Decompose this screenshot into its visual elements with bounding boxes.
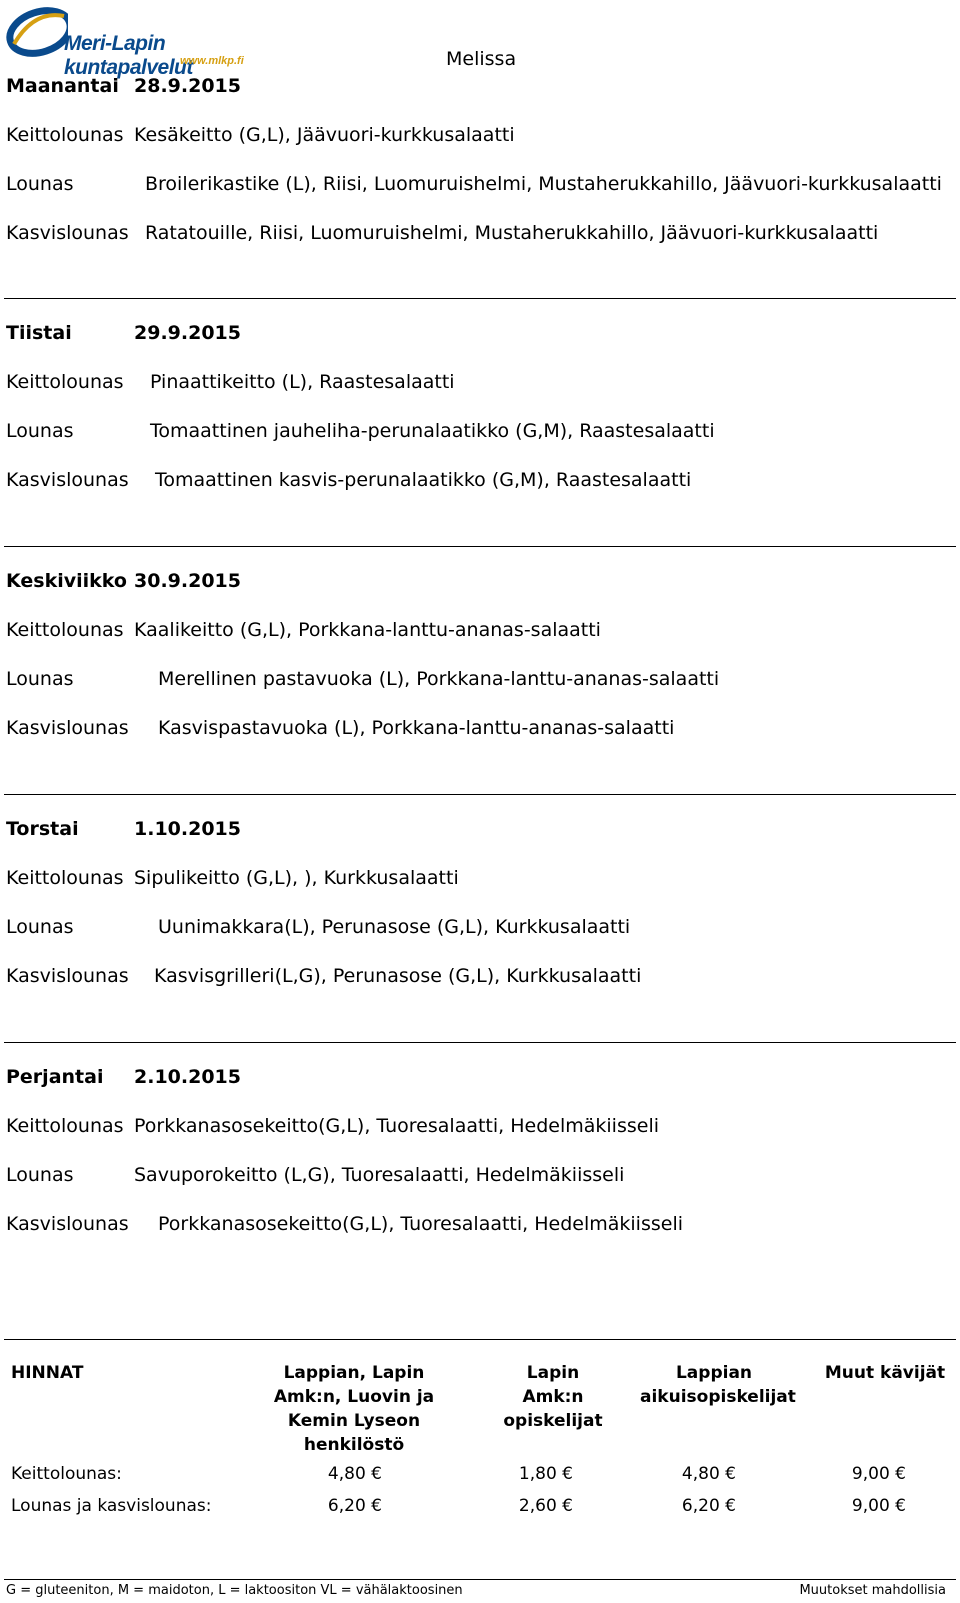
divider xyxy=(4,794,956,795)
logo xyxy=(4,2,284,79)
price-column-header: Lapin Amk:n opiskelijat xyxy=(503,1363,603,1431)
day-heading-tuesday xyxy=(6,322,241,344)
menu-item: Ratatouille, Riisi, Luomuruishelmi, Mustaherukkahillo, Jäävuori-kurkkusalaatti xyxy=(145,222,879,244)
price-value: 4,80 € xyxy=(681,1464,736,1484)
divider xyxy=(4,546,956,547)
day-name: Tiistai xyxy=(6,322,72,344)
logo-swirl-icon xyxy=(4,2,68,62)
row-label: Lounas xyxy=(6,173,74,195)
row-label: Lounas xyxy=(6,916,74,938)
price-value: 9,00 € xyxy=(851,1464,906,1484)
row-label: Keittolounas xyxy=(6,371,124,393)
row-label: Kasvislounas xyxy=(6,469,129,491)
day-date: 28.9.2015 xyxy=(134,75,241,97)
day-date: 2.10.2015 xyxy=(134,1066,241,1088)
divider xyxy=(4,1579,956,1580)
row-label: Kasvislounas xyxy=(6,965,129,987)
menu-item: Pinaattikeitto (L), Raastesalaatti xyxy=(150,371,455,393)
price-value: 6,20 € xyxy=(681,1496,736,1516)
day-heading-friday xyxy=(6,1066,241,1088)
price-value: 1,80 € xyxy=(518,1464,573,1484)
day-name: Perjantai xyxy=(6,1066,104,1088)
menu-item: Tomaattinen jauheliha-perunalaatikko (G,M), Raastesalaatti xyxy=(150,420,715,442)
row-label: Keittolounas xyxy=(6,867,124,889)
menu-item: Kesäkeitto (G,L), Jäävuori-kurkkusalaatti xyxy=(134,124,515,146)
day-date: 30.9.2015 xyxy=(134,570,241,592)
day-heading-thursday xyxy=(6,818,241,840)
menu-item: Sipulikeitto (G,L), ), Kurkkusalaatti xyxy=(134,867,459,889)
restaurant-name: Melissa xyxy=(446,48,517,70)
day-date: 29.9.2015 xyxy=(134,322,241,344)
day-heading-wednesday xyxy=(6,570,241,592)
row-label: Keittolounas xyxy=(6,124,124,146)
day-name: Maanantai xyxy=(6,75,119,97)
row-label: Kasvislounas xyxy=(6,717,129,739)
menu-item: Broilerikastike (L), Riisi, Luomuruishelmi, Mustaherukkahillo, Jäävuori-kurkkusalaatti xyxy=(145,173,942,195)
price-row-label: Lounas ja kasvislounas: xyxy=(11,1496,212,1516)
menu-item: Kasvispastavuoka (L), Porkkana-lanttu-ananas-salaatti xyxy=(158,717,675,739)
price-column-header: Muut kävijät xyxy=(824,1363,946,1383)
price-row-label: Keittolounas: xyxy=(11,1464,122,1484)
menu-item: Savuporokeitto (L,G), Tuoresalaatti, Hedelmäkiisseli xyxy=(134,1164,625,1186)
menu-item: Uunimakkara(L), Perunasose (G,L), Kurkkusalaatti xyxy=(158,916,631,938)
row-label: Keittolounas xyxy=(6,619,124,641)
divider xyxy=(4,1042,956,1043)
row-label: Keittolounas xyxy=(6,1115,124,1137)
divider xyxy=(4,1339,956,1340)
price-column-header: Lappian, Lapin Amk:n, Luovin ja Kemin Lyseon henkilöstö xyxy=(273,1363,435,1455)
price-column-header: Lappian aikuisopiskelijat xyxy=(640,1363,796,1407)
divider xyxy=(4,298,956,299)
menu-item: Porkkanasosekeitto(G,L), Tuoresalaatti, Hedelmäkiisseli xyxy=(158,1213,683,1235)
day-name: Keskiviikko xyxy=(6,570,127,592)
row-label: Kasvislounas xyxy=(6,222,129,244)
footer-legend: G = gluteeniton, M = maidoton, L = laktoositon VL = vähälaktoosinen xyxy=(6,1583,463,1598)
row-label: Kasvislounas xyxy=(6,1213,129,1235)
logo-name: Meri-Lapin kuntapalvelut xyxy=(64,32,193,79)
menu-item: Porkkanasosekeitto(G,L), Tuoresalaatti, Hedelmäkiisseli xyxy=(134,1115,659,1137)
price-value: 9,00 € xyxy=(851,1496,906,1516)
price-value: 2,60 € xyxy=(518,1496,573,1516)
menu-item: Merellinen pastavuoka (L), Porkkana-lanttu-ananas-salaatti xyxy=(158,668,720,690)
menu-item: Kasvisgrilleri(L,G), Perunasose (G,L), Kurkkusalaatti xyxy=(154,965,642,987)
row-label: Lounas xyxy=(6,1164,74,1186)
day-name: Torstai xyxy=(6,818,79,840)
logo-url: www.mlkp.fi xyxy=(180,55,244,67)
price-value: 4,80 € xyxy=(327,1464,382,1484)
price-value: 6,20 € xyxy=(327,1496,382,1516)
row-label: Lounas xyxy=(6,420,74,442)
menu-item: Tomaattinen kasvis-perunalaatikko (G,M), Raastesalaatti xyxy=(155,469,692,491)
day-date: 1.10.2015 xyxy=(134,818,241,840)
footer-note: Muutokset mahdollisia xyxy=(799,1583,946,1598)
row-label: Lounas xyxy=(6,668,74,690)
menu-item: Kaalikeitto (G,L), Porkkana-lanttu-ananas-salaatti xyxy=(134,619,601,641)
day-heading-monday xyxy=(6,75,241,97)
prices-title: HINNAT xyxy=(11,1363,84,1383)
